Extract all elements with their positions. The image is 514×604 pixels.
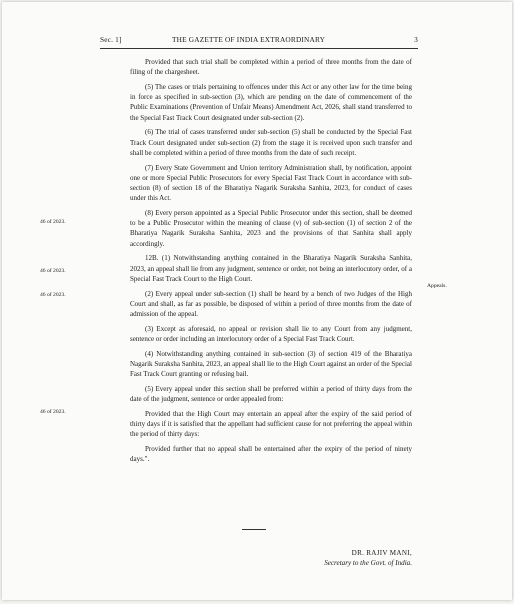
page-number: 3: [414, 35, 418, 44]
paragraph-proviso-trial: Provided that such trial shall be completed within a period of three months from the date of filing of the chargesheet.: [130, 58, 412, 77]
paragraph-proviso-1: Provided that the High Court may entertain an appeal after the expiry of the said period of thirty days if it is satisfied that the appellant had sufficient cause for not preferring the appeal within the period of thirty days:: [130, 410, 412, 439]
signatory-designation: Secretary to the Govt. of India.: [324, 559, 412, 567]
margin-note-left: 46 of 2023.: [40, 219, 66, 225]
signatory-name: DR. RAJIV MANI,: [351, 549, 412, 557]
paragraph-proviso-2: Provided further that no appeal shall be entertained after the expiry of the period of ninety days.".: [130, 445, 412, 464]
margin-note-left: 46 of 2023.: [40, 292, 66, 298]
page-header: [100, 35, 418, 48]
gazette-page: [2, 2, 512, 600]
margin-note-left: 46 of 2023.: [40, 409, 66, 415]
paragraph-subsection-5: (5) The cases or trials pertaining to offences under this Act or any other law for the time being in force as specified in sub-section (3), which are pending on the date of commencement of the Public Examinations (Prevention of Unfair Means) Amendment Act, 2026, shall stand transferred to the Special Fast Track Court designated under sub-section (2).: [130, 83, 412, 122]
paragraph-12b-4: (4) Notwithstanding anything contained in sub-section (3) of section 419 of the Bharatiya Nagarik Suraksha Sanhita, 2023, an appeal shall lie to the High Court against an order of the Special Fast Track Court granting or refusing bail.: [130, 349, 412, 379]
section-label: Sec. 1]: [100, 35, 122, 44]
paragraph-12b-5: (5) Every appeal under this section shall be preferred within a period of thirty days from the date of the judgment, sentence or order appealed from:: [130, 385, 412, 404]
paragraph-subsection-7: (7) Every State Government and Union territory Administration shall, by notification, appoint one or more Special Public Prosecutors for every Special Fast Track Court in accordance with sub-section (8) of section 18 of the Bharatiya Nagarik Suraksha Sanhita, 2023, for conduct of cases under this Act.: [130, 163, 412, 203]
document-body: [130, 57, 412, 469]
gazette-title: THE GAZETTE OF INDIA EXTRAORDINARY: [172, 35, 326, 44]
paragraph-subsection-8: (8) Every person appointed as a Special Public Prosecutor under this section, shall be deemed to be a Public Prosecutor within the meaning of clause (v) of sub-section (1) of section 2 of the Bharatiya Nagarik Suraksha Sanhita, 2023 and the provisions of that Sanhita shall apply accordingly.: [130, 209, 412, 248]
header-rule: [100, 48, 418, 49]
paragraph-12b-3: (3) Except as aforesaid, no appeal or revision shall lie to any Court from any judgment, sentence or order including an interlocutory order of a Special Fast Track Court.: [130, 324, 412, 344]
closing-rule: [242, 529, 266, 530]
paragraph-12b-2: (2) Every appeal under sub-section (1) shall be heard by a bench of two Judges of the High Court and shall, as far as possible, be disposed of within a period of three months from the date of admission of the appeal.: [130, 289, 412, 319]
paragraph-12b-1: 12B. (1) Notwithstanding anything contained in the Bharatiya Nagarik Suraksha Sanhita, 2023, an appeal shall lie from any judgment, sentence or order, not being an interlocutory order, of a Special Fast Track Court to the High Court.: [130, 254, 412, 283]
margin-note-appeals: Appeals.: [427, 283, 447, 289]
margin-note-left: 46 of 2023.: [40, 268, 66, 274]
paragraph-subsection-6: (6) The trial of cases transferred under sub-section (5) shall be conducted by the Special Fast Track Court designated under sub-section (2) from the stage it is received upon such transfer and shall be completed within a period of three months from the date of such receipt.: [130, 128, 412, 157]
